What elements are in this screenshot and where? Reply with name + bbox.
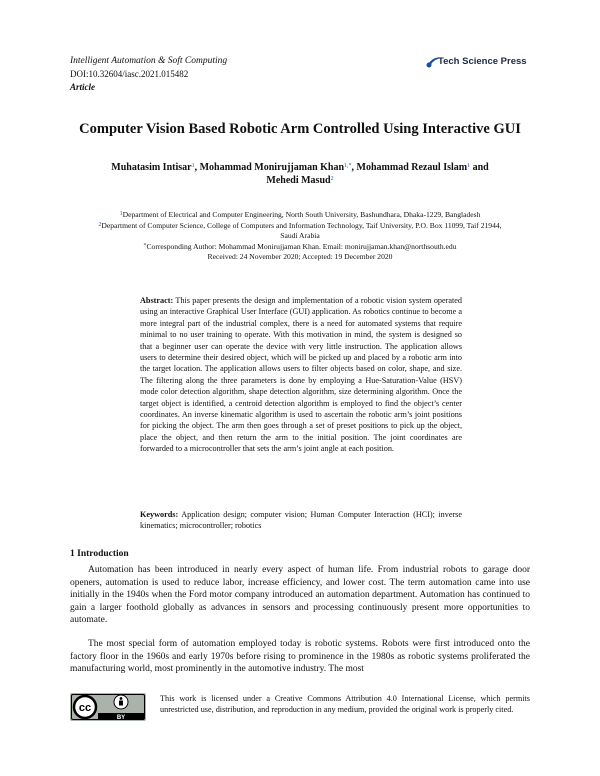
publisher-name: Tech Science Press (438, 56, 527, 67)
journal-name: Intelligent Automation & Soft Computing (70, 56, 228, 66)
keywords-text: Application design; computer vision; Human Computer Interaction (HCI); inverse kinematics; microcontroller; robotics (140, 510, 462, 531)
author-affil-mark[interactable]: 1,* (344, 163, 352, 169)
abstract (140, 295, 462, 455)
body-paragraph: The most special form of automation employed today is robotic systems. Robots were first introduced onto the factory floor in the 1960s and early 1970s before rising to prominence in the 1980s as robotic systems proliferated the manufacturing world, most prominently in the automotive industry. The most (70, 639, 530, 674)
author-affil-mark[interactable]: 2 (330, 176, 334, 182)
author-list (70, 161, 530, 187)
creative-commons-badge[interactable] (70, 693, 146, 721)
affiliation-text[interactable]: Corresponding Author: Mohammad Monirujjaman Khan. Email: monirujjaman.khan@northsouth.edu (146, 241, 457, 251)
affiliation-mark: 1 (119, 211, 123, 217)
author-separator: and (470, 162, 489, 173)
author-separator: , (351, 162, 357, 173)
author-separator: , (194, 162, 200, 173)
author-name: Mehedi Masud (266, 175, 331, 186)
article-type: Article (70, 82, 95, 92)
affiliation-text: Department of Electrical and Computer Engineering, North South University, Bashundhara, Dhaka-1229, Bangladesh (122, 210, 481, 219)
affiliation-mark: 2 (98, 221, 102, 228)
publisher-logo (425, 52, 535, 72)
author-affil-mark[interactable]: 1 (191, 163, 195, 169)
corresponding-author (60, 242, 540, 253)
author-name: Mohammad Monirujjaman Khan (199, 162, 345, 173)
author-affil-mark[interactable]: 1 (467, 163, 471, 169)
doi[interactable]: DOI:10.32604/iasc.2021.015482 (70, 69, 189, 79)
received-accepted-dates (60, 252, 540, 263)
cc-label: cc (78, 702, 92, 714)
affiliation-line (60, 231, 540, 242)
body-paragraph: Automation has been introduced in nearly every aspect of human life. From industrial robots to garage door openers, automation is used to reduce labor, increase efficiency, and lower cost. The term automation came into use initially in the 1940s when the Ford motor company introduced an automation department. Automation has continued to gain a larger foothold globally as advances in sensors and processing continuously present more opportunities to automate. (70, 565, 530, 625)
section-heading: 1 Introduction (70, 549, 129, 559)
affiliation-line (60, 210, 540, 221)
affiliations (60, 210, 540, 263)
affiliation-text: Received: 24 November 2020; Accepted: 19 December 2020 (207, 252, 393, 261)
abstract-text: This paper presents the design and implementation of a robotic vision system operated using an interactive Graphical User Interface (GUI) application. As robotics continue to become a more integral part of the industrial complex, there is a need for automated systems that require minimal to no user training to operate. With this motivation in mind, the system is designed so that a beginner user can operate the device with very little instruction. The application allows users to determine their desired object, which will be picked up and placed by a robotic arm into the target location. The application allows users to filter objects based on color, shape, and size. The filtering along the three parameters is done by employing a Hue-Saturation-Value (HSV) mode color detection algorithm, shape detection algorithm, size determining algorithm. Once the target object is identified, a centroid detection algorithm is employed to find the object’s center coordinates. An inverse kinematic algorithm is used to ascertain the robotic arm’s joint positions for picking the object. The arm then goes through a set of preset positions to pick up the object, place the object, and then return the arm to the initial position. The joint coordinates are forwarded to a microcontroller that sets the arm’s joint angle at each position. (140, 296, 463, 454)
affiliation-line (60, 221, 540, 232)
affiliation-text: Department of Computer Science, College of Computers and Information Technology, Taif University, P.O. Box 11099, Taif 21944, (101, 220, 502, 230)
abstract-label: Abstract: (140, 296, 174, 305)
license-text: This work is licensed under a Creative Commons Attribution 4.0 International License, which permits unrestricted use, distribution, and reproduction in any medium, provided the original work is properly cited. (160, 694, 530, 714)
author-name: Mohammad Rezaul Islam (356, 162, 468, 173)
keywords (140, 509, 462, 532)
author-name: Muhatasim Intisar (111, 162, 192, 173)
affiliation-mark: * (143, 242, 147, 249)
by-label: BY (116, 715, 126, 721)
keywords-label: Keywords: (140, 510, 179, 519)
affiliation-text: Saudi Arabia (280, 231, 320, 240)
paper-title: Computer Vision Based Robotic Arm Controlled Using Interactive GUI (79, 121, 521, 137)
